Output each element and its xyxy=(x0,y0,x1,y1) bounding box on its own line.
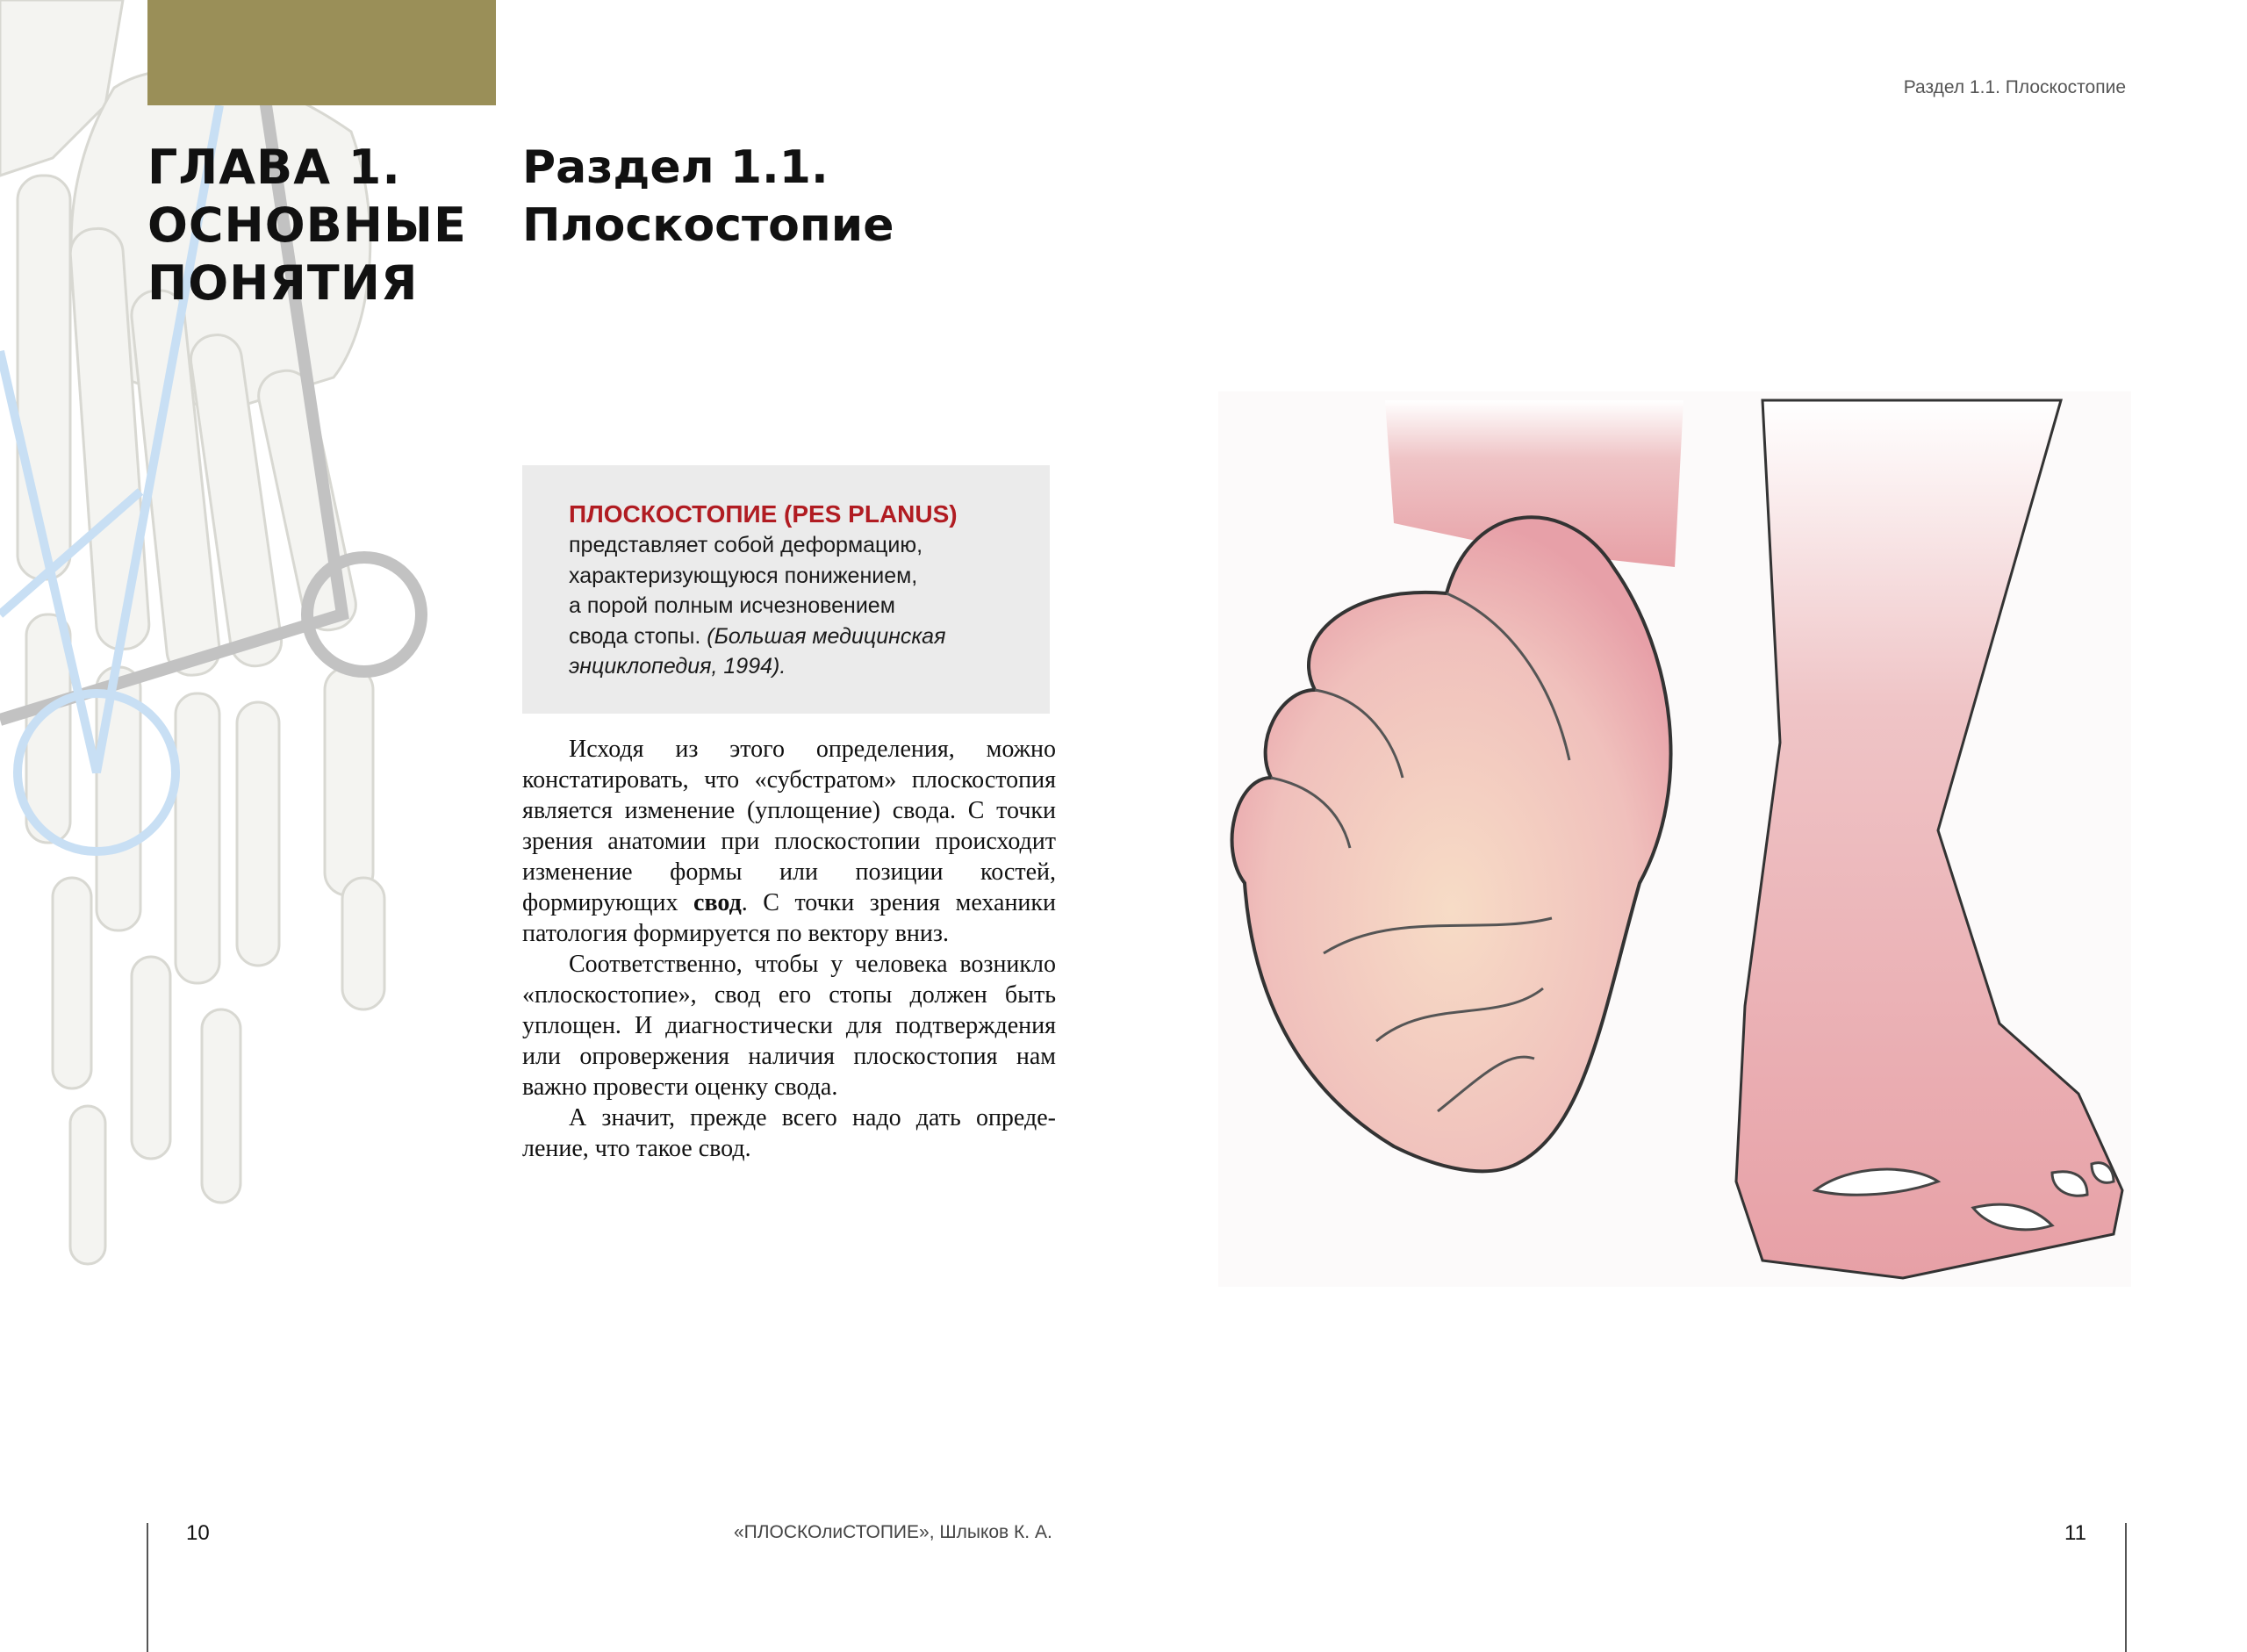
definition-box xyxy=(522,465,1050,714)
paragraph: А значит, прежде всего надо дать определение, что такое свод. xyxy=(522,1104,1056,1162)
section-title-line: Раздел 1.1. xyxy=(522,141,829,194)
definition-source: (Большая медицинская xyxy=(707,623,946,649)
definition-line xyxy=(569,621,1015,652)
section-title-line: Плоскостопие xyxy=(522,199,894,252)
chapter-title xyxy=(147,139,467,312)
chapter-color-block xyxy=(147,0,496,105)
definition-line: представляет собой деформацию, xyxy=(569,533,923,557)
paragraph: Соответственно, чтобы у человека возникло «плоскостопие», свод его стопы должен быть уплощен. И диагностически для подтверждения или опровержения наличия плоскостопия нам важно провести оценку свода. xyxy=(522,951,1056,1101)
left-page-edge xyxy=(147,1523,148,1652)
footer-book-title: «ПЛОСКОлиСТОПИЕ», Шлыков К. А. xyxy=(734,1522,1052,1542)
paragraph-text: . С точки зрения механики патология формируется по вектору вниз. xyxy=(522,889,1057,947)
chapter-title-line: ОСНОВНЫЕ xyxy=(147,198,467,253)
page-number-left: 10 xyxy=(186,1521,210,1545)
definition-line: а порой полным исчезновением xyxy=(569,593,895,618)
page-number-right: 11 xyxy=(2064,1521,2086,1545)
definition-line: характеризующуюся понижением, xyxy=(569,563,918,588)
chapter-title-line: ПОНЯТИЯ xyxy=(147,255,419,311)
right-page-edge xyxy=(2125,1523,2127,1652)
definition-source: энциклопедия, 1994). xyxy=(569,654,786,679)
running-header: Раздел 1.1. Плоскостопие xyxy=(1903,77,2126,97)
body-text xyxy=(522,734,1056,1164)
definition-text: свода стопы. xyxy=(569,623,707,649)
flat-feet-illustration xyxy=(1218,391,2131,1287)
bold-term: свод xyxy=(693,889,742,916)
section-title xyxy=(522,139,894,255)
paragraph-text: Исходя из этого определения, можно констатировать, что «субстратом» плоскостопия является изменение (уплощение) свода. С точки зрения анатомии при плоскостопии происходит изменение формы или позиции костей, формирующих xyxy=(522,736,1056,916)
definition-term: ПЛОСКОСТОПИЕ (PES PLANUS) xyxy=(569,500,958,528)
chapter-title-line: ГЛАВА 1. xyxy=(147,140,401,195)
paragraph xyxy=(522,734,1056,949)
